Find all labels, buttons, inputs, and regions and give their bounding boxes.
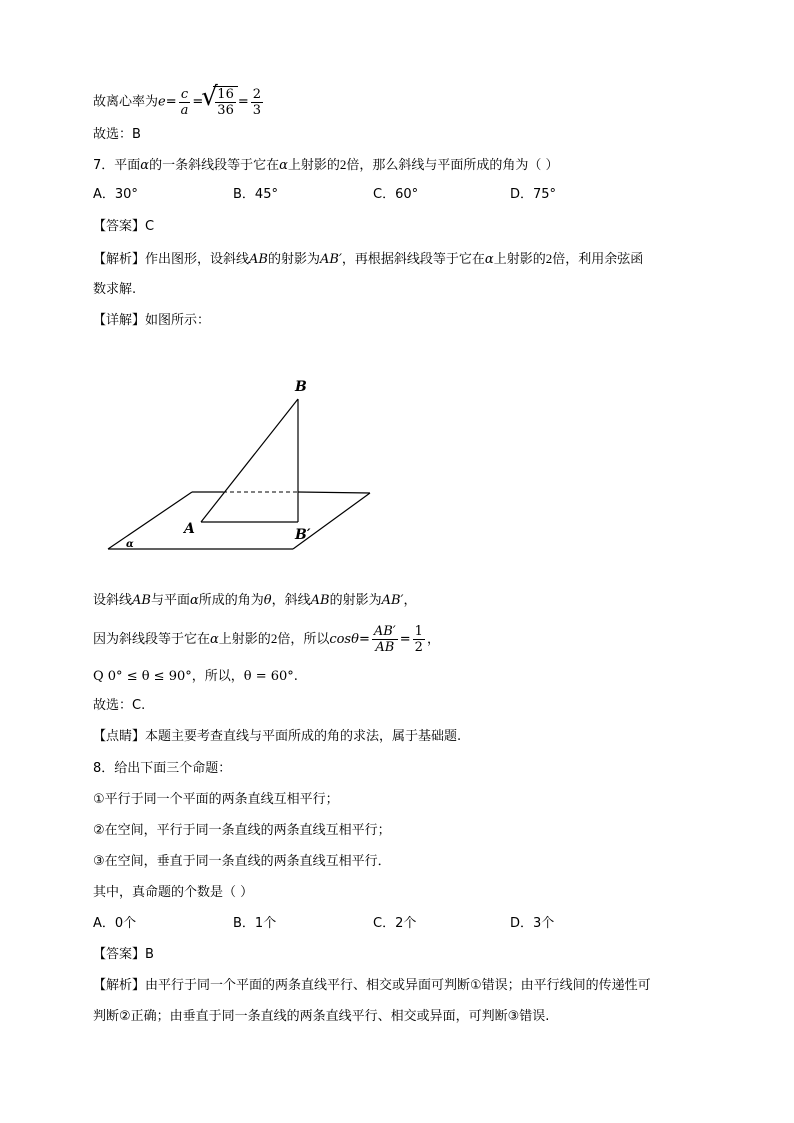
analysis-8-line1: [93, 977, 651, 995]
ecc-rad-den: 36: [217, 103, 234, 118]
answer-7: [93, 218, 154, 236]
ecc-frac-ca: [179, 87, 191, 118]
question-8: 8．给出下面三个命题：: [93, 761, 232, 776]
ecc-res-den: 3: [252, 102, 262, 118]
point-tag: 【点睛】: [93, 729, 146, 744]
q8-option-c: C．2个: [373, 916, 417, 931]
q8-option-a: A．0个: [93, 916, 137, 931]
s1-b: 与平面: [150, 593, 190, 608]
q7-alpha2: α: [279, 158, 288, 173]
ana7-p1: 作出图形，设斜线: [145, 252, 250, 267]
s2-two: 2: [270, 631, 278, 646]
ecc-eq3: =: [237, 94, 249, 110]
s1-f: ，: [403, 593, 417, 608]
q7-option-c: C．60°: [373, 187, 419, 202]
s2-frac-ab: [372, 624, 398, 655]
analysis8-tag: 【解析】: [93, 978, 146, 993]
s2-end: ，: [426, 632, 440, 647]
q7-alpha: α: [140, 158, 150, 173]
ecc-prefix: 故离心率为: [93, 94, 159, 110]
label-b: B: [295, 379, 307, 395]
q7-post: 倍，那么斜线与平面所成的角为（ ）: [346, 158, 559, 173]
s1-a: 设斜线: [93, 593, 133, 608]
s2-hd: 2: [414, 640, 423, 655]
label-alpha: α: [126, 539, 134, 550]
point-text: 本题主要考查直线与平面所成的角的求法，属于基础题.: [145, 729, 462, 744]
q7-option-d: D．75°: [510, 187, 557, 202]
question-8-ask: 其中，真命题的个数是（ ）: [93, 885, 254, 900]
ana7-p5: 倍，利用余弦函: [552, 252, 644, 267]
ecc-res-num: 2: [252, 86, 262, 102]
ecc-result: [251, 87, 263, 118]
analysis-tag: 【解析】: [93, 252, 146, 267]
q7-mid2: 上射影的: [287, 158, 340, 173]
ana7-abp: AB′: [320, 252, 342, 267]
s1-e: 的射影为: [329, 593, 382, 608]
selection-7: 故选：C.: [93, 698, 146, 713]
point-7: [93, 728, 461, 746]
analysis-7-line2: 数求解.: [93, 282, 137, 297]
ecc-sqrt: [203, 86, 238, 118]
answer-8: [93, 946, 154, 964]
plane-left-edge: [108, 492, 192, 549]
q7-option-a: A．30°: [93, 187, 138, 202]
s2-c: 倍，所以: [277, 632, 330, 647]
ana7-ab: AB: [249, 252, 268, 267]
answer-value: C: [145, 219, 155, 234]
q7-option-b: B．45°: [233, 187, 278, 202]
s1-c: 所成的角为: [198, 593, 264, 608]
q8-option-b: B．1个: [233, 916, 277, 931]
s2-frac-half: [413, 624, 425, 655]
geometry-figure: [100, 372, 380, 557]
analysis-7-line1: [93, 250, 643, 269]
answer-tag: 【答案】: [93, 219, 146, 234]
q8-option-d: D．3个: [510, 916, 555, 931]
analysis-8-line2: 判断②正确；由垂直于同一条直线的两条直线平行、相交或异面，可判断③错误.: [93, 1009, 550, 1024]
s2-eq2: =: [399, 632, 411, 647]
proposition-2: ②在空间，平行于同一条直线的两条直线互相平行；: [93, 823, 391, 838]
q7-pre: 7．平面: [93, 158, 141, 173]
ana7-p3: ，再根据斜线段等于它在: [341, 252, 485, 267]
s2-eq: =: [358, 632, 370, 647]
s1-d: ，斜线: [271, 593, 311, 608]
ana7-two: 2: [545, 251, 553, 266]
s2-b: 上射影的: [218, 632, 271, 647]
solution-line3: Q 0° ≤ θ ≤ 90°，所以，θ = 60°.: [93, 669, 298, 684]
answer8-value: B: [145, 947, 154, 962]
detail-tag: 【详解】: [93, 313, 146, 328]
label-b-prime: B′: [295, 527, 311, 543]
s1-ab2: AB: [310, 593, 330, 608]
ecc-e: e: [158, 94, 166, 110]
ecc-rad-num: √ 16: [217, 87, 234, 102]
ecc-c: c: [179, 87, 191, 103]
s2-fd: AB: [375, 640, 395, 655]
solution-line1: [93, 592, 417, 610]
q7-two: 2: [339, 157, 347, 172]
s1-abp: AB′: [381, 593, 404, 608]
s2-hn: 1: [414, 624, 423, 639]
segment-ab: [201, 399, 298, 522]
ana7-alpha: α: [484, 252, 494, 267]
ecc-eq: =: [165, 94, 177, 110]
selection-6: 故选：B: [93, 127, 141, 142]
s2-a: 因为斜线段等于它在: [93, 632, 211, 647]
eccentricity-line: [93, 86, 265, 118]
proposition-1: ①平行于同一个平面的两条直线互相平行；: [93, 792, 339, 807]
s2-alpha: α: [210, 632, 219, 647]
analysis8-text1: 由平行于同一个平面的两条直线平行、相交或异面可判断①错误；由平行线间的传递性可: [145, 978, 651, 993]
proposition-3: ③在空间，垂直于同一条直线的两条直线互相平行．: [93, 854, 391, 869]
s2-cos: cosθ: [329, 632, 359, 647]
detail-7: [93, 312, 210, 330]
s1-ab: AB: [132, 593, 151, 608]
s1-alpha: α: [189, 593, 199, 608]
detail-text: 如图所示：: [145, 313, 211, 328]
ecc-eq2: =: [192, 94, 204, 110]
q7-mid: 的一条斜线段等于它在: [149, 158, 280, 173]
ecc-rad-frac: [215, 87, 236, 118]
question-7: [93, 156, 559, 175]
solution-line2: [93, 624, 440, 655]
ana7-p2: 的射影为: [267, 252, 320, 267]
label-a: A: [184, 521, 195, 537]
ecc-a: a: [180, 102, 189, 118]
answer8-tag: 【答案】: [93, 947, 146, 962]
plane-back-edge-right: [298, 492, 370, 493]
s2-fn: AB′: [373, 624, 396, 639]
s1-theta: θ: [263, 593, 272, 608]
ana7-p4: 上射影的: [493, 252, 546, 267]
